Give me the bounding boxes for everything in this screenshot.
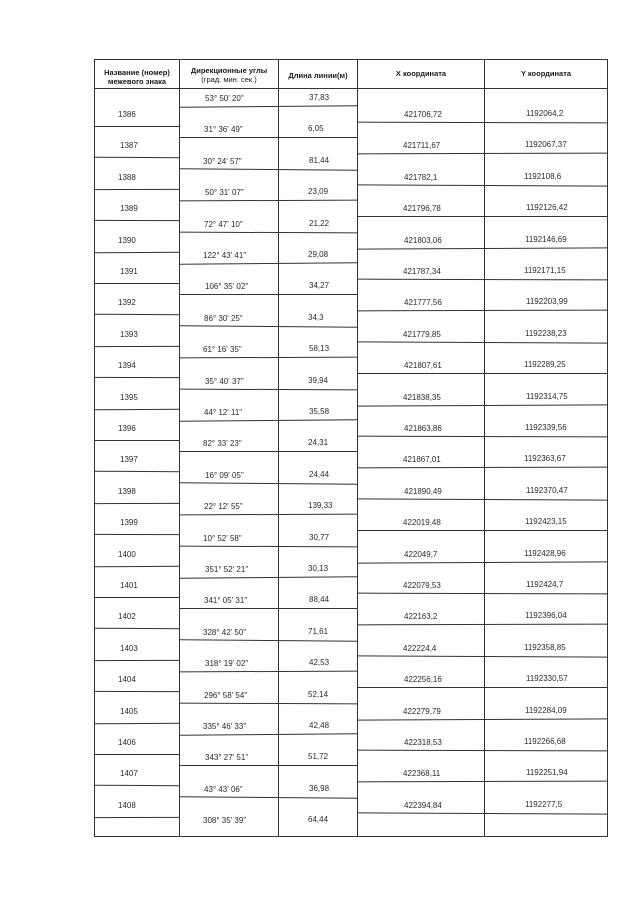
segment-angle: 22° 12' 55" [204, 502, 243, 512]
column-divider [179, 59, 180, 837]
point-separator [94, 660, 180, 661]
segment-angle: 44° 12' 11" [204, 408, 243, 417]
row-rule [357, 247, 608, 249]
point-x: 421838,35 [403, 392, 441, 402]
segment-angle: 335° 46' 33" [203, 722, 247, 731]
segment-length: 64,44 [308, 815, 329, 825]
row-rule [357, 781, 608, 783]
row-rule [179, 388, 358, 390]
segment-angle: 50° 31' 07" [205, 188, 244, 198]
point-separator [94, 691, 180, 692]
segment-length: 81,44 [309, 155, 330, 165]
row-rule [179, 576, 358, 579]
table-border-left [94, 59, 95, 837]
point-y: 1192266,68 [524, 737, 566, 746]
row-rule [357, 279, 608, 281]
point-name: 1394 [118, 361, 136, 371]
point-name: 1389 [120, 204, 138, 214]
point-name: 1400 [118, 549, 136, 559]
point-y: 1192339,56 [525, 423, 567, 432]
row-rule [179, 200, 358, 202]
segment-angle: 328° 42' 50" [203, 627, 247, 637]
segment-angle: 351° 52' 21" [205, 565, 249, 574]
row-rule [357, 373, 608, 374]
point-name: 1408 [118, 800, 136, 810]
header-y: Y координата [520, 69, 572, 78]
segment-length: 30,13 [308, 564, 329, 573]
point-name: 1404 [118, 675, 136, 685]
header-length: Длина линии(м) [288, 71, 348, 80]
point-y: 1192428,96 [524, 548, 566, 558]
segment-angle: 318° 19' 02" [205, 659, 249, 669]
row-rule [179, 451, 358, 452]
point-name: 1390 [118, 235, 136, 245]
row-rule [179, 482, 358, 485]
segment-length: 34,3 [308, 312, 324, 322]
point-x: 421706,72 [404, 110, 442, 119]
point-separator [94, 251, 180, 253]
header-name-line2: межевого знака [107, 77, 167, 86]
segment-length: 52,14 [308, 689, 329, 699]
point-separator [94, 157, 180, 159]
point-x: 421867,01 [403, 455, 441, 465]
point-x: 421807,61 [404, 361, 442, 371]
table-border-right [607, 59, 608, 837]
row-rule [357, 655, 608, 657]
point-x: 421863,86 [404, 424, 442, 433]
segment-angle: 61° 16' 35" [203, 345, 242, 355]
segment-length: 30,77 [309, 532, 330, 542]
row-rule [357, 153, 608, 155]
segment-angle: 53° 50' 20" [205, 94, 244, 103]
row-rule [357, 467, 608, 469]
point-y: 1192289,25 [524, 360, 566, 370]
point-separator [94, 503, 180, 504]
point-separator [94, 314, 180, 316]
segment-length: 23,09 [308, 187, 329, 197]
point-name: 1403 [120, 643, 138, 653]
point-separator [94, 785, 180, 787]
row-rule [357, 498, 608, 500]
segment-length: 36,98 [309, 783, 330, 793]
segment-angle: 31° 36' 49" [204, 125, 243, 135]
point-x: 421796,78 [403, 204, 441, 214]
point-separator [94, 534, 180, 535]
row-rule [357, 812, 608, 814]
header-name-line1: Название (номер) [104, 68, 170, 77]
row-rule [179, 796, 358, 799]
segment-angle: 106° 35' 02" [205, 282, 249, 292]
point-name: 1392 [118, 298, 136, 308]
row-rule [179, 168, 358, 171]
row-rule [179, 419, 358, 422]
point-name: 1387 [120, 141, 138, 151]
row-rule [357, 404, 608, 406]
point-name: 1393 [120, 329, 138, 339]
row-rule [179, 671, 358, 673]
row-rule [179, 137, 358, 138]
point-name: 1397 [120, 455, 138, 465]
header-bottom-rule [94, 88, 608, 89]
point-x: 422019,48 [403, 518, 441, 528]
segment-angle: 16° 09' 05" [205, 470, 244, 480]
segment-angle: 43° 43' 06" [204, 784, 243, 794]
segment-length: 6,05 [308, 124, 324, 134]
point-separator [94, 377, 180, 378]
row-rule [357, 310, 608, 312]
header-x: X координата [395, 69, 447, 78]
point-y: 1192108,6 [524, 171, 562, 181]
point-separator [94, 471, 180, 473]
segment-angle: 86° 30' 25" [204, 313, 243, 323]
point-y: 1192330,57 [526, 674, 568, 684]
point-y: 1192284,09 [525, 705, 567, 715]
point-x: 421779,85 [403, 329, 441, 339]
point-separator [94, 597, 180, 598]
point-name: 1399 [120, 518, 138, 528]
row-rule [179, 294, 358, 295]
segment-length: 139,33 [308, 501, 333, 511]
row-rule [179, 765, 358, 766]
point-x: 422049,7 [404, 549, 438, 559]
segment-length: 24,44 [309, 469, 330, 479]
point-x: 422318,53 [404, 738, 442, 747]
point-name: 1406 [118, 738, 136, 747]
row-rule [179, 514, 358, 516]
segment-angle: 122° 43' 41" [203, 251, 247, 260]
point-y: 1192064,2 [526, 109, 564, 118]
point-y: 1192363,67 [524, 454, 566, 464]
point-y: 1192424,7 [526, 580, 564, 589]
segment-angle: 10° 52' 58" [203, 533, 242, 543]
row-rule [179, 325, 358, 328]
point-separator [94, 189, 180, 190]
point-x: 421777,56 [404, 298, 442, 308]
row-rule [179, 639, 358, 642]
row-rule [179, 105, 358, 108]
point-separator [94, 220, 180, 221]
point-y: 1192238,23 [525, 328, 567, 338]
column-divider [484, 59, 485, 837]
segment-length: 34,27 [309, 281, 330, 291]
row-rule [357, 750, 608, 752]
point-separator [94, 346, 180, 347]
segment-angle: 82° 33' 23" [203, 439, 242, 449]
point-name: 1402 [118, 612, 136, 622]
point-x: 421787,34 [403, 267, 441, 276]
row-rule [357, 184, 608, 186]
point-y: 1192203,99 [526, 297, 568, 307]
row-rule [357, 122, 608, 124]
point-y: 1192171,15 [524, 266, 566, 275]
segment-length: 37,83 [309, 93, 330, 102]
point-x: 422163,2 [404, 612, 438, 622]
point-x: 422079,53 [403, 581, 441, 590]
point-name: 1395 [120, 392, 138, 402]
point-separator [94, 722, 180, 724]
point-x: 421711,67 [403, 141, 441, 151]
row-rule [357, 687, 608, 688]
point-y: 1192314,75 [526, 391, 568, 401]
point-separator [94, 628, 180, 630]
point-y: 1192146,69 [525, 234, 567, 244]
point-y: 1192396,04 [525, 611, 567, 621]
point-name: 1391 [120, 267, 138, 276]
header-angle-line1: Дирекционные углы [190, 66, 268, 75]
point-y: 1192126,42 [526, 203, 568, 213]
point-y: 1192358,85 [524, 642, 566, 652]
row-rule [179, 733, 358, 736]
point-x: 421890,49 [404, 486, 442, 496]
segment-length: 88,44 [309, 595, 330, 605]
point-y: 1192423,15 [525, 517, 567, 527]
row-rule [179, 262, 358, 265]
point-x: 421782,1 [404, 172, 438, 182]
point-separator [94, 126, 180, 127]
segment-angle: 296° 58' 54" [204, 690, 248, 700]
row-rule [179, 545, 358, 547]
point-x: 422394,84 [404, 800, 442, 810]
point-separator [94, 408, 180, 410]
segment-angle: 30° 24' 57" [203, 156, 242, 166]
segment-length: 58,13 [309, 344, 330, 354]
header-angle [181, 66, 277, 84]
point-name: 1396 [118, 424, 136, 433]
segment-angle: 35° 40' 37" [205, 376, 244, 386]
table-border-bottom [94, 836, 608, 837]
row-rule [357, 624, 608, 626]
segment-length: 29,08 [308, 250, 329, 259]
column-divider [278, 59, 279, 837]
point-y: 1192067,37 [525, 140, 567, 150]
point-separator [94, 817, 180, 818]
row-rule [357, 561, 608, 563]
table-border-top [94, 59, 608, 60]
point-y: 1192370,47 [526, 485, 568, 495]
segment-length: 42,48 [309, 721, 330, 730]
point-x: 422224,4 [403, 643, 437, 653]
segment-angle: 308° 35' 39" [203, 816, 247, 826]
point-name: 1398 [118, 486, 136, 496]
point-x: 422368,11 [403, 769, 441, 779]
point-name: 1401 [120, 581, 138, 590]
segment-length: 42,53 [309, 658, 330, 668]
segment-length: 21,22 [309, 218, 330, 228]
segment-length: 39,94 [308, 375, 329, 385]
point-y: 1192277,5 [525, 799, 563, 809]
row-rule [179, 608, 358, 609]
segment-angle: 343° 27' 51" [205, 753, 249, 763]
row-rule [357, 593, 608, 595]
row-rule [179, 702, 358, 704]
point-separator [94, 565, 180, 567]
row-rule [357, 341, 608, 343]
row-rule [357, 216, 608, 217]
point-separator [94, 754, 180, 755]
row-rule [357, 718, 608, 720]
segment-angle: 72° 47' 10" [204, 219, 243, 229]
point-x: 422256,16 [404, 675, 442, 685]
point-name: 1407 [120, 769, 138, 779]
point-name: 1388 [118, 172, 136, 182]
segment-length: 24,31 [308, 438, 329, 448]
header-angle-line2: (град. мин. сек.) [201, 75, 257, 84]
segment-length: 35,58 [309, 407, 330, 416]
segment-angle: 341° 05' 31" [204, 596, 248, 606]
row-rule [179, 231, 358, 233]
point-x: 421803,06 [404, 235, 442, 245]
point-x: 422279,79 [403, 706, 441, 716]
point-name: 1405 [120, 706, 138, 716]
header-name [96, 68, 178, 86]
row-rule [357, 436, 608, 438]
segment-length: 71,61 [308, 626, 329, 636]
segment-length: 51,72 [308, 752, 329, 762]
row-rule [179, 357, 358, 359]
point-y: 1192251,94 [526, 768, 568, 778]
point-separator [94, 440, 180, 441]
point-separator [94, 283, 180, 284]
row-rule [357, 530, 608, 531]
point-name: 1386 [118, 110, 136, 119]
